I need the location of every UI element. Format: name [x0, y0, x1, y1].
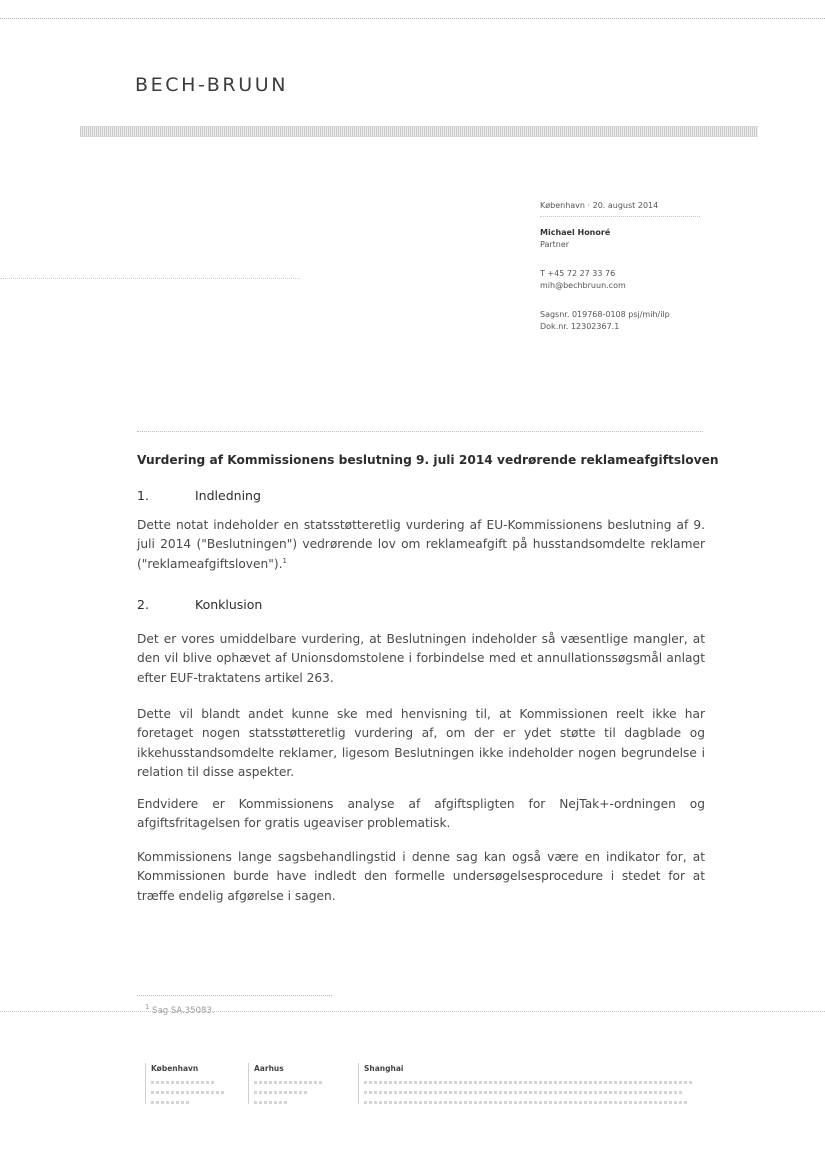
footnote-text: Sag SA.35083.	[152, 1006, 215, 1016]
section-1-heading	[137, 488, 261, 503]
paragraph-text: Dette notat indeholder en statsstøtteretlig vurdering af EU-Kommissionens beslutning af 9. juli 2014 ("Beslutningen") vedrørende lov om reklameafgift på husstandsomdelte reklamer ("reklameafgiftsloven").	[137, 518, 705, 571]
footnote-rule	[137, 995, 332, 996]
footnote-marker: 1	[145, 1003, 150, 1012]
office-address-lines	[364, 1101, 689, 1104]
footer-office-copenhagen	[145, 1063, 236, 1104]
office-address-lines	[151, 1081, 216, 1084]
letterhead-band	[80, 126, 758, 137]
office-address-lines	[151, 1101, 191, 1104]
section-2-number: 2.	[137, 597, 149, 612]
section-2-heading	[137, 597, 262, 612]
footnote-reference: 1	[282, 556, 287, 565]
meta-place-date: København · 20. august 2014	[540, 201, 659, 210]
meta-author-name: Michael Honoré	[540, 228, 611, 237]
office-address-lines	[254, 1101, 289, 1104]
section-1-title: Indledning	[195, 488, 261, 503]
office-address-lines	[254, 1081, 324, 1084]
document-title: Vurdering af Kommissionens beslutning 9. juli 2014 vedrørende reklameafgiftsloven	[137, 453, 719, 467]
section-2-paragraph-1: Det er vores umiddelbare vurdering, at Beslutningen indeholder så væsentlige mangler, at den vil blive ophævet af Unionsdomstolene i forbindelse med et annullationssøgsmål anlagt efter EUF-traktatens artikel 263.	[137, 632, 705, 685]
title-rule	[137, 431, 703, 432]
office-name: Shanghai	[364, 1064, 404, 1073]
footer-office-aarhus	[248, 1063, 339, 1104]
section-2-paragraph-2: Dette vil blandt andet kunne ske med henvisning til, at Kommissionen reelt ikke har foretaget nogen statsstøtteretlig vurdering af, om der er ydet støtte til dagblade og ikkehusstandsomdelte reklamer, ligesom Beslutningen ikke indeholder nogen begrundelse i relation til disse aspekter.	[137, 707, 705, 780]
meta-phone: T +45 72 27 33 76	[540, 269, 616, 278]
meta-email: mih@bechbruun.com	[540, 281, 626, 290]
scan-edge-top	[0, 18, 825, 19]
meta-separator	[540, 216, 700, 217]
office-name: Aarhus	[254, 1064, 284, 1073]
company-logo: BECH-BRUUN	[135, 74, 289, 96]
meta-document-number: Dok.nr. 12302367.1	[540, 322, 620, 331]
section-2-title: Konklusion	[195, 597, 263, 612]
office-name: København	[151, 1064, 199, 1073]
section-2-paragraph-4: Kommissionens lange sagsbehandlingstid i denne sag kan også være en indikator for, at Kommissionen burde have indledt den formelle undersøgelsesprocedure i stedet for at træffe endelig afgørelse i sagen.	[137, 850, 705, 903]
office-address-lines	[364, 1081, 694, 1084]
meta-case-number: Sagsnr. 019768-0108 psj/mih/ilp	[540, 310, 670, 319]
office-address-lines	[364, 1091, 684, 1094]
office-address-lines	[151, 1091, 226, 1094]
section-1-paragraph-1	[137, 516, 705, 574]
section-1-number: 1.	[137, 488, 149, 503]
meta-author-title: Partner	[540, 240, 570, 249]
section-2-paragraph-3: Endvidere er Kommissionens analyse af afgiftspligten for NejTak+-ordningen og afgiftsfritagelsen for gratis ugeaviser problematisk.	[137, 797, 705, 831]
scan-edge-bottom	[0, 1011, 825, 1012]
footer-office-shanghai	[358, 1063, 704, 1104]
scan-edge-left-mark	[0, 278, 300, 280]
office-address-lines	[254, 1091, 309, 1094]
